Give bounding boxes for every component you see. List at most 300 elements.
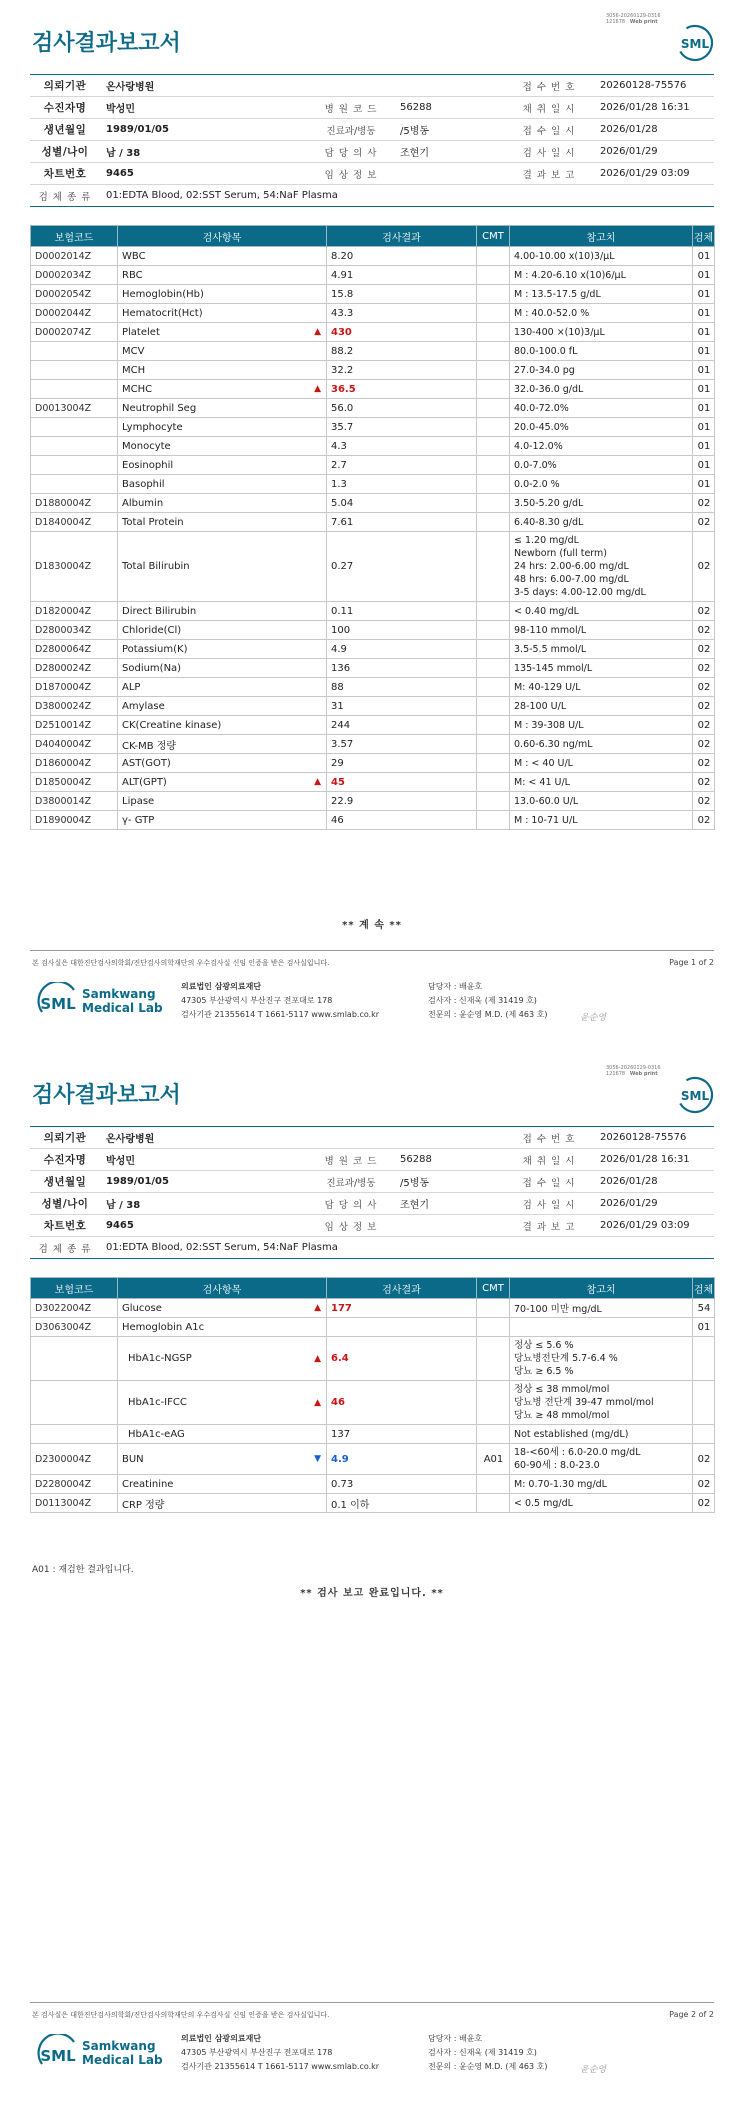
cell-spec: 01 — [693, 342, 715, 361]
cell-result: 137 — [327, 1425, 477, 1444]
cell-item — [118, 418, 327, 437]
cell-item — [118, 304, 327, 323]
item-name: Hematocrit(Hct) — [122, 307, 203, 319]
cell-spec: 02 — [693, 754, 715, 773]
item-name: HbA1c-NGSP — [128, 1353, 192, 1364]
cell-code: D2800064Z — [31, 640, 118, 659]
col-cmt: CMT — [477, 226, 510, 247]
cell-code: D2800024Z — [31, 659, 118, 678]
item-name: Total Protein — [122, 516, 184, 528]
table-row — [31, 602, 715, 621]
table-row — [31, 716, 715, 735]
signature: 윤순영 — [580, 2065, 607, 2075]
certification-note: 본 검사실은 대한진단검사의학회/진단검사의학재단의 우수검사실 신임 인증을 받은 검사실입니다. — [32, 959, 330, 967]
table-row — [31, 1425, 715, 1444]
cell-item — [118, 266, 327, 285]
table-row — [31, 532, 715, 602]
item-name: Hemoglobin A1c — [122, 1321, 205, 1333]
table-row — [31, 1318, 715, 1337]
samkwang-logo-icon — [36, 982, 80, 1026]
cell-cmt — [477, 361, 510, 380]
cell-cmt — [477, 659, 510, 678]
table-row — [31, 513, 715, 532]
lab-name: Samkwang Medical Lab — [82, 987, 163, 1015]
report-title: 검사결과보고서 — [32, 1083, 181, 1108]
page-number: Page 1 of 2 — [669, 958, 714, 967]
report-page-2 — [0, 1052, 744, 2104]
item-name: HbA1c-eAG — [128, 1428, 185, 1440]
item-name: Glucose — [122, 1302, 162, 1314]
item-name: CK-MB 정량 — [122, 740, 177, 752]
info-row: 성별/나이 남 / 38 담 당 의 사 조현기 검 사 일 시 2026/01/29 — [30, 1193, 714, 1215]
cell-item — [118, 735, 327, 754]
cell-code: D4040004Z — [31, 735, 118, 754]
item-name: Lymphocyte — [122, 421, 183, 433]
cell-ref: 정상 ≤ 38 mmol/mol 당뇨병 전단계 39-47 mmol/mol 당뇨 ≥ 48 mmol/mol — [510, 1381, 693, 1425]
signature: 윤순영 — [580, 1013, 607, 1023]
low-flag-icon: ▼ — [314, 1454, 321, 1464]
cell-item — [118, 285, 327, 304]
cell-ref: < 0.40 mg/dL — [510, 602, 693, 621]
patient-info-table — [30, 1126, 714, 1259]
cell-ref: 13.0-60.0 U/L — [510, 792, 693, 811]
cell-code — [31, 361, 118, 380]
table-row — [31, 1444, 715, 1475]
info-row: 수진자명 박성민 병 원 코 드 56288 채 취 일 시 2026/01/28 16:31 — [30, 1149, 714, 1171]
cell-spec: 02 — [693, 678, 715, 697]
cell-spec: 01 — [693, 361, 715, 380]
col-code: 보험코드 — [31, 1278, 118, 1299]
cell-cmt — [477, 1494, 510, 1513]
cell-item — [118, 380, 327, 399]
info-row: 성별/나이 남 / 38 담 당 의 사 조현기 검 사 일 시 2026/01/29 — [30, 141, 714, 163]
cell-item — [118, 811, 327, 830]
item-name: Monocyte — [122, 440, 171, 452]
table-row — [31, 678, 715, 697]
cell-code: D3063004Z — [31, 1318, 118, 1337]
cell-item — [118, 621, 327, 640]
cell-result: 1.3 — [327, 475, 477, 494]
results-table-page-2 — [30, 1277, 715, 1513]
col-item: 검사항목 — [118, 226, 327, 247]
cell-ref: 40.0-72.0% — [510, 399, 693, 418]
cell-cmt — [477, 418, 510, 437]
cell-cmt — [477, 304, 510, 323]
info-row: 검 체 종 류 01:EDTA Blood, 02:SST Serum, 54:NaF Plasma — [30, 185, 714, 207]
cell-spec: 02 — [693, 494, 715, 513]
cell-item — [118, 640, 327, 659]
cell-ref: 27.0-34.0 pg — [510, 361, 693, 380]
item-name: Basophil — [122, 478, 165, 490]
item-name: Sodium(Na) — [122, 662, 182, 674]
cell-cmt — [477, 513, 510, 532]
cell-item — [118, 697, 327, 716]
table-row — [31, 792, 715, 811]
table-row — [31, 342, 715, 361]
item-name: HbA1c-IFCC — [128, 1397, 187, 1408]
col-result: 검사결과 — [327, 1278, 477, 1299]
sml-logo-icon — [676, 24, 714, 62]
results-table-page-1 — [30, 225, 715, 830]
table-row — [31, 475, 715, 494]
cell-ref: M : < 40 U/L — [510, 754, 693, 773]
col-spec: 검체 — [693, 1278, 715, 1299]
patient-info-table — [30, 74, 714, 207]
table-row — [31, 754, 715, 773]
cell-result: 5.04 — [327, 494, 477, 513]
cell-cmt — [477, 285, 510, 304]
item-name: Lipase — [122, 795, 155, 807]
cell-result: 3.57 — [327, 735, 477, 754]
cell-ref: M : 10-71 U/L — [510, 811, 693, 830]
cell-cmt — [477, 266, 510, 285]
cell-code — [31, 475, 118, 494]
cell-cmt — [477, 1381, 510, 1425]
table-row — [31, 399, 715, 418]
cell-cmt — [477, 773, 510, 792]
cell-spec: 01 — [693, 380, 715, 399]
results-header — [31, 1278, 715, 1299]
cell-item — [118, 1494, 327, 1513]
high-flag-icon: ▲ — [314, 384, 321, 394]
samkwang-logo-icon — [36, 2034, 80, 2078]
cell-code: D0002074Z — [31, 323, 118, 342]
cell-result: 136 — [327, 659, 477, 678]
cell-spec: 02 — [693, 513, 715, 532]
cell-cmt — [477, 323, 510, 342]
cell-code: D1890004Z — [31, 811, 118, 830]
cell-cmt — [477, 532, 510, 602]
cell-code: D1820004Z — [31, 602, 118, 621]
item-name: Potassium(K) — [122, 643, 188, 655]
cell-cmt — [477, 735, 510, 754]
item-name: BUN — [122, 1453, 144, 1465]
cell-ref: 80.0-100.0 fL — [510, 342, 693, 361]
col-ref: 참고치 — [510, 226, 693, 247]
table-row — [31, 773, 715, 792]
cell-result: 36.5 — [327, 380, 477, 399]
cell-ref: 3.5-5.5 mmol/L — [510, 640, 693, 659]
table-row — [31, 437, 715, 456]
cell-code: D1850004Z — [31, 773, 118, 792]
item-name: Chloride(Cl) — [122, 624, 182, 636]
cell-code — [31, 380, 118, 399]
cell-ref: 130-400 ×(10)3/μL — [510, 323, 693, 342]
cell-item — [118, 437, 327, 456]
item-name: Albumin — [122, 497, 164, 509]
cell-cmt — [477, 1475, 510, 1494]
table-row — [31, 1337, 715, 1381]
cell-code — [31, 456, 118, 475]
cell-result: 6.4 — [327, 1337, 477, 1381]
cell-code: D1830004Z — [31, 532, 118, 602]
cell-item — [118, 323, 327, 342]
cell-result: 177 — [327, 1299, 477, 1318]
info-row: 생년월일 1989/01/05 진료과/병동 /5병동 접 수 일 시 2026/01/28 — [30, 119, 714, 141]
cell-item — [118, 1381, 327, 1425]
cell-code — [31, 1337, 118, 1381]
cell-cmt — [477, 754, 510, 773]
cell-spec: 01 — [693, 399, 715, 418]
complete-text: ** 검사 보고 완료입니다. ** — [300, 1588, 444, 1599]
cell-item — [118, 1444, 327, 1475]
table-row — [31, 1494, 715, 1513]
cell-result: 4.3 — [327, 437, 477, 456]
cell-cmt — [477, 792, 510, 811]
cell-cmt — [477, 1337, 510, 1381]
cell-code — [31, 342, 118, 361]
col-code: 보험코드 — [31, 226, 118, 247]
cell-ref: M : 4.20-6.10 x(10)6/μL — [510, 266, 693, 285]
table-row — [31, 304, 715, 323]
cell-spec: 01 — [693, 285, 715, 304]
cell-result: 100 — [327, 621, 477, 640]
cell-result: 88.2 — [327, 342, 477, 361]
item-name: CK(Creatine kinase) — [122, 719, 222, 731]
cell-ref: M : 39-308 U/L — [510, 716, 693, 735]
cell-code: D0002054Z — [31, 285, 118, 304]
cell-ref: M: < 41 U/L — [510, 773, 693, 792]
svg-text:SML: SML — [680, 37, 710, 51]
table-row — [31, 285, 715, 304]
info-row: 생년월일 1989/01/05 진료과/병동 /5병동 접 수 일 시 2026/01/28 — [30, 1171, 714, 1193]
item-name: Direct Bilirubin — [122, 605, 197, 617]
cell-item — [118, 361, 327, 380]
info-row: 차트번호 9465 임 상 정 보 결 과 보 고 2026/01/29 03:09 — [30, 163, 714, 185]
cell-code: D2280004Z — [31, 1475, 118, 1494]
cell-item — [118, 716, 327, 735]
cell-ref: 135-145 mmol/L — [510, 659, 693, 678]
cell-result — [327, 1318, 477, 1337]
cell-item — [118, 247, 327, 266]
cell-ref: 28-100 U/L — [510, 697, 693, 716]
cell-item — [118, 602, 327, 621]
item-name: γ- GTP — [122, 814, 155, 826]
cell-code: D1880004Z — [31, 494, 118, 513]
signatories: 담당자 : 배윤호 검사자 : 신재욱 (제 31419 호) 전문의 : 윤순영 M.D. (제 463 호) — [428, 2034, 548, 2071]
cell-spec: 02 — [693, 1494, 715, 1513]
cell-spec: 02 — [693, 659, 715, 678]
item-name: MCH — [122, 364, 146, 376]
cell-ref: 18-<60세 : 6.0-20.0 mg/dL 60-90세 : 8.0-23.0 — [510, 1444, 693, 1475]
table-row — [31, 494, 715, 513]
item-name: MCHC — [122, 383, 153, 395]
cell-spec: 02 — [693, 640, 715, 659]
cell-cmt — [477, 811, 510, 830]
cell-spec: 02 — [693, 716, 715, 735]
cmt-note: A01 : 재검한 결과입니다. — [32, 1565, 134, 1575]
table-row — [31, 621, 715, 640]
high-flag-icon: ▲ — [314, 1397, 321, 1408]
lab-name: Samkwang Medical Lab — [82, 2039, 163, 2067]
cell-ref: 0.60-6.30 ng/mL — [510, 735, 693, 754]
cell-code: D3022004Z — [31, 1299, 118, 1318]
cell-result: 0.27 — [327, 532, 477, 602]
cell-result: 4.9 — [327, 640, 477, 659]
svg-text:SML: SML — [40, 995, 76, 1013]
high-flag-icon: ▲ — [314, 1353, 321, 1364]
cell-ref: M: 40-129 U/L — [510, 678, 693, 697]
cell-cmt — [477, 1318, 510, 1337]
cell-result: 2.7 — [327, 456, 477, 475]
item-name: Hemoglobin(Hb) — [122, 288, 204, 300]
cell-ref: 0.0-2.0 % — [510, 475, 693, 494]
table-row — [31, 697, 715, 716]
cell-spec — [693, 1381, 715, 1425]
item-name: ALT(GPT) — [122, 776, 167, 788]
cell-code: D0002044Z — [31, 304, 118, 323]
results-header — [31, 226, 715, 247]
sml-logo-icon — [676, 1076, 714, 1114]
table-row — [31, 456, 715, 475]
item-name: WBC — [122, 250, 146, 262]
cell-cmt — [477, 437, 510, 456]
col-ref: 참고치 — [510, 1278, 693, 1299]
cell-code — [31, 418, 118, 437]
cell-cmt — [477, 494, 510, 513]
cell-spec: 02 — [693, 811, 715, 830]
item-name: RBC — [122, 269, 143, 281]
cell-result: 32.2 — [327, 361, 477, 380]
cell-result: 43.3 — [327, 304, 477, 323]
item-name: Total Bilirubin — [122, 561, 190, 572]
table-row — [31, 323, 715, 342]
cell-result: 46 — [327, 1381, 477, 1425]
table-row — [31, 811, 715, 830]
footer-divider — [30, 2002, 714, 2003]
cell-code: D0013004Z — [31, 399, 118, 418]
cell-item — [118, 399, 327, 418]
cell-code: D1860004Z — [31, 754, 118, 773]
item-name: AST(GOT) — [122, 757, 171, 769]
cell-ref: 32.0-36.0 g/dL — [510, 380, 693, 399]
cell-ref — [510, 1318, 693, 1337]
item-name: Amylase — [122, 700, 165, 712]
certification-note: 본 검사실은 대한진단검사의학회/진단검사의학재단의 우수검사실 신임 인증을 받은 검사실입니다. — [32, 2011, 330, 2019]
cell-spec: 01 — [693, 456, 715, 475]
cell-code — [31, 437, 118, 456]
cell-result: 430 — [327, 323, 477, 342]
cell-code: D0002014Z — [31, 247, 118, 266]
table-row — [31, 361, 715, 380]
cell-item — [118, 1475, 327, 1494]
cell-result: 88 — [327, 678, 477, 697]
cell-cmt — [477, 716, 510, 735]
item-name: MCV — [122, 345, 145, 357]
cell-code: D2300004Z — [31, 1444, 118, 1475]
table-row — [31, 1381, 715, 1425]
info-row: 의뢰기관 온사랑병원 접 수 번 호 20260128-75576 — [30, 1127, 714, 1149]
cell-code: D1870004Z — [31, 678, 118, 697]
cell-result: 7.61 — [327, 513, 477, 532]
cell-cmt — [477, 380, 510, 399]
cell-spec: 01 — [693, 247, 715, 266]
table-row — [31, 266, 715, 285]
col-spec: 검체 — [693, 226, 715, 247]
item-name: Platelet — [122, 326, 160, 338]
info-row: 의뢰기관 온사랑병원 접 수 번 호 20260128-75576 — [30, 75, 714, 97]
report-title: 검사결과보고서 — [32, 31, 181, 56]
footer-divider — [30, 950, 714, 951]
cell-spec: 02 — [693, 532, 715, 602]
cell-item — [118, 532, 327, 602]
cell-item — [118, 754, 327, 773]
item-name: Creatinine — [122, 1478, 174, 1490]
cell-spec — [693, 1425, 715, 1444]
cell-spec: 02 — [693, 697, 715, 716]
table-row — [31, 640, 715, 659]
cell-code: D2800034Z — [31, 621, 118, 640]
cell-result: 0.1 이하 — [327, 1494, 477, 1513]
print-stamp: 3056-20260129-0316 121678 Web print — [606, 13, 661, 25]
cell-ref: 98-110 mmol/L — [510, 621, 693, 640]
table-row — [31, 418, 715, 437]
cell-ref: M: 0.70-1.30 mg/dL — [510, 1475, 693, 1494]
cell-cmt — [477, 640, 510, 659]
cell-ref: < 0.5 mg/dL — [510, 1494, 693, 1513]
cell-result: 4.9 — [327, 1444, 477, 1475]
svg-text:SML: SML — [40, 2047, 76, 2065]
cell-ref: 0.0-7.0% — [510, 456, 693, 475]
cell-spec: 01 — [693, 437, 715, 456]
cell-cmt — [477, 678, 510, 697]
cell-item — [118, 678, 327, 697]
cell-item — [118, 475, 327, 494]
cell-spec: 02 — [693, 792, 715, 811]
cell-ref: 70-100 미만 mg/dL — [510, 1299, 693, 1318]
cell-spec: 02 — [693, 773, 715, 792]
cell-ref: 정상 ≤ 5.6 % 당뇨병전단계 5.7-6.4 % 당뇨 ≥ 6.5 % — [510, 1337, 693, 1381]
page-number: Page 2 of 2 — [669, 2010, 714, 2019]
cell-code: D1840004Z — [31, 513, 118, 532]
info-row: 검 체 종 류 01:EDTA Blood, 02:SST Serum, 54:NaF Plasma — [30, 1237, 714, 1259]
cell-item — [118, 792, 327, 811]
cell-item — [118, 494, 327, 513]
cell-code — [31, 1381, 118, 1425]
info-row: 수진자명 박성민 병 원 코 드 56288 채 취 일 시 2026/01/28 16:31 — [30, 97, 714, 119]
cell-cmt — [477, 475, 510, 494]
cell-spec: 02 — [693, 735, 715, 754]
cell-cmt — [477, 456, 510, 475]
continue-text: ** 계 속 ** — [342, 920, 402, 931]
cell-item — [118, 773, 327, 792]
cell-result: 0.73 — [327, 1475, 477, 1494]
cell-result: 45 — [327, 773, 477, 792]
cell-cmt — [477, 1425, 510, 1444]
cell-result: 0.11 — [327, 602, 477, 621]
cell-result: 22.9 — [327, 792, 477, 811]
cell-spec: 01 — [693, 418, 715, 437]
cell-cmt — [477, 247, 510, 266]
cell-code: D2510014Z — [31, 716, 118, 735]
cell-result: 46 — [327, 811, 477, 830]
cell-cmt — [477, 342, 510, 361]
cell-ref: ≤ 1.20 mg/dL Newborn (full term) 24 hrs: 2.00-6.00 mg/dL 48 hrs: 6.00-7.00 mg/dL 3-5 days: 4.00-12.00 mg/dL — [510, 532, 693, 602]
item-name: ALP — [122, 681, 141, 693]
cell-result: 29 — [327, 754, 477, 773]
cell-result: 56.0 — [327, 399, 477, 418]
cell-ref: 4.0-12.0% — [510, 437, 693, 456]
cell-cmt — [477, 621, 510, 640]
item-name: CRP 정량 — [122, 1499, 165, 1511]
table-row — [31, 247, 715, 266]
cell-ref: 6.40-8.30 g/dL — [510, 513, 693, 532]
cell-item — [118, 342, 327, 361]
cell-cmt — [477, 399, 510, 418]
svg-text:SML: SML — [680, 1089, 710, 1103]
cell-ref: M : 13.5-17.5 g/dL — [510, 285, 693, 304]
cell-spec: 01 — [693, 266, 715, 285]
